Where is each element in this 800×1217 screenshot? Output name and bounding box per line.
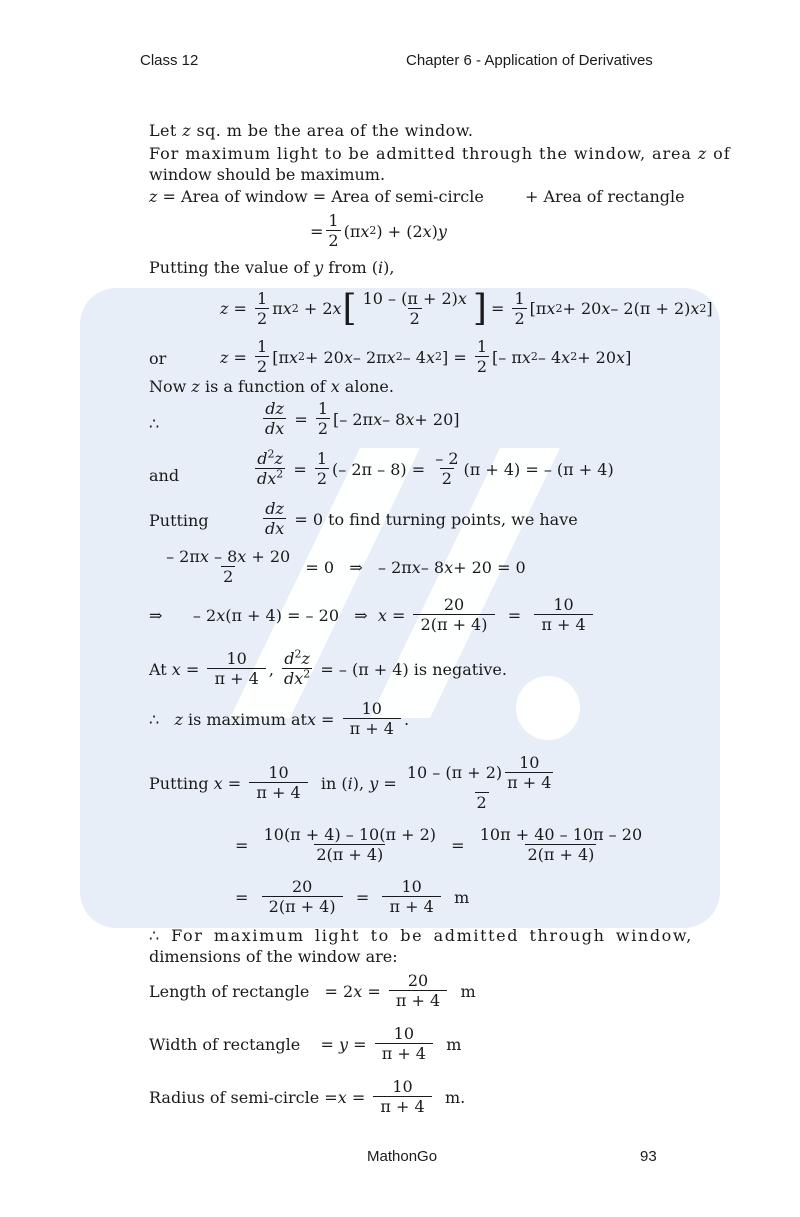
eq-at-x: At x = $\frac{10}{\pi + 4}$ , $\frac{d^2z}{dx^2}$ = – (π + 4) is negative. (149, 647, 507, 688)
symbol-therefore: ∴ (149, 414, 160, 433)
eq-turning-points: $\frac{dz}{dx}$ = 0 to find turning points, we have (265, 499, 578, 538)
length-label: Length of rectangle (149, 981, 310, 1001)
unit-m: m (446, 1034, 462, 1054)
turning-points-text: = 0 to find turning points, we have (294, 509, 578, 529)
eq-y-result: = $\frac{20}{2(\pi + 4)}$ = $\frac{10}{\pi + 4}$ m (235, 877, 470, 916)
label-or: or (149, 349, 167, 368)
line-should-max: window should be maximum. (149, 165, 386, 184)
line-function-of-x: Now z is a function of x alone. (149, 377, 394, 396)
unit-m-dot: m. (444, 1087, 466, 1107)
line-putting-y: Putting the value of y from (i), (149, 258, 395, 277)
footer-brand: MathonGo (367, 1148, 438, 1165)
header-chapter: Chapter 6 - Application of Derivatives (406, 52, 653, 69)
line-dimensions: dimensions of the window are: (149, 947, 398, 966)
eq-length: Length of rectangle = 2 x = $\frac{20}{\pi + 4}$ m (149, 971, 476, 1010)
line-z-area-rect: + Area of rectangle (525, 187, 685, 206)
eq-second-derivative: $\frac{d^2z}{dx^2}$ = $\frac{1}{2}$ (– 2π – 8) = $\frac{- 2}{2}$ (π + 4) = – (π + 4) (257, 447, 614, 488)
eq-width: Width of rectangle = y = $\frac{10}{\pi + 4}$ m (149, 1024, 462, 1063)
eq-z-maximum: ∴ z is maximum at x = $\frac{10}{\pi + 4}$ . (149, 699, 410, 738)
width-label: Width of rectangle (149, 1034, 301, 1054)
unit-m: m (454, 887, 470, 907)
negative-text: = – (π + 4) is negative. (320, 659, 507, 679)
eq-solve-x: ⇒ – 2 x (π + 4) = – 20 ⇒ x = $\frac{20}{2(\pi + 4)}$ = $\frac{10}{\pi + 4}$ (149, 595, 591, 634)
eq-radius: Radius of semi-circle = x = $\frac{10}{\pi + 4}$ m. (149, 1077, 466, 1116)
line-max-light: For maximum light to be admitted through the window, area z of (149, 144, 731, 163)
label-putting: Putting (149, 511, 209, 530)
eq-putting-x: Putting x = $\frac{10}{\pi + 4}$ in ( i ), y = 10 – (π + 2) $\frac{10}{\pi + 4}$ 2 (149, 753, 552, 812)
line-conclusion: ∴ For maximum light to be admitted through window, (149, 926, 693, 945)
page-number: 93 (640, 1148, 657, 1165)
eq-z-substituted: z = $\frac{1}{2}$ π x 2 + 2 x [ $\frac{10 - (\pi + 2)x}{2}$ ] = $\frac{1}{2}$ [π x 2 + 20 x – 2(π + 2) x 2 ] (220, 288, 713, 329)
unit-m: m (460, 981, 476, 1001)
header-class: Class 12 (140, 52, 199, 69)
eq-set-zero: $\frac{- 2\pi x - 8x + 20}{2}$ = 0 ⇒ – 2π x – 8 x + 20 = 0 (161, 547, 526, 586)
eq-dz-dx: $\frac{dz}{dx}$ = $\frac{1}{2}$ [– 2π x – 8 x + 20] (265, 399, 460, 438)
line-area-definition: Let z sq. m be the area of the window. (149, 121, 474, 140)
eq-z-pix: = $\frac{1}{2}$ (π x 2 ) + (2 x ) y (310, 211, 447, 250)
label-and: and (149, 466, 180, 485)
line-z-area: z = Area of window = Area of semi-circle (149, 187, 484, 206)
radius-label: Radius of semi-circle (149, 1087, 320, 1107)
eq-y-step1: = $\frac{10(\pi + 4) - 10(\pi + 2)}{2(\pi + 4)}$ = $\frac{10\pi + 40 - 10\pi - 20}{2(\pi + 4)}$ (235, 825, 643, 864)
eq-z-expanded: z = $\frac{1}{2}$ [π x 2 + 20 x – 2π x 2 – 4 x 2 ] = $\frac{1}{2}$ [– π x 2 – 4 x 2 + 20 x ] (220, 337, 632, 376)
